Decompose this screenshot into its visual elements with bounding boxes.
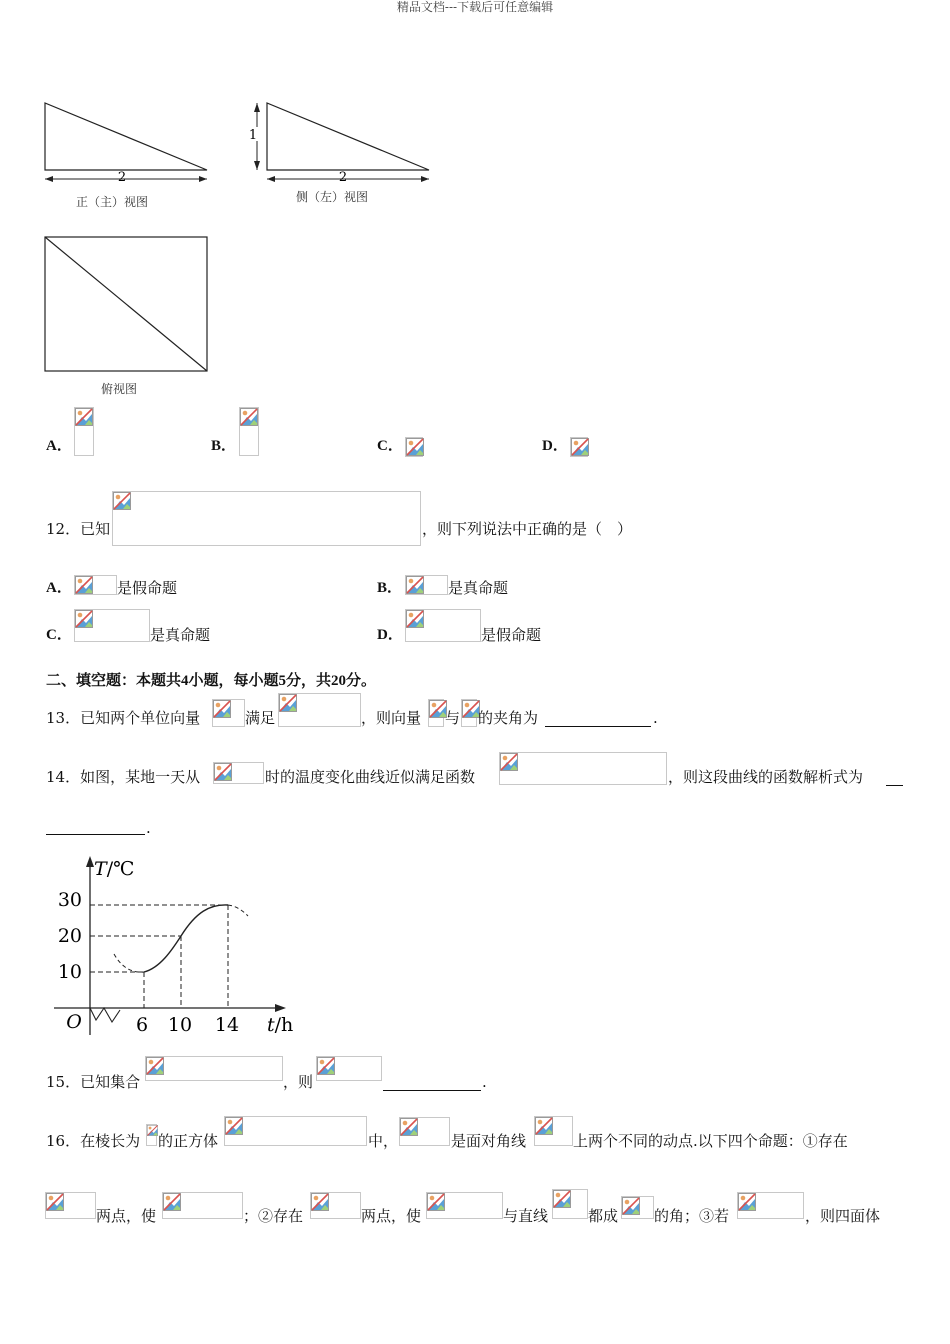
broken-image-icon (406, 576, 424, 594)
q15-text-1: 15．已知集合 (46, 1073, 141, 1091)
broken-image-icon (427, 1193, 445, 1211)
q14-end: . (146, 819, 151, 837)
broken-image-icon (406, 610, 424, 628)
q16-line2-text-5: 都成 (588, 1207, 619, 1225)
q16-line2-text-3: 两点，使 (361, 1207, 422, 1225)
q14-answer-blank-1[interactable] (886, 768, 903, 786)
q11-option-a-image (74, 407, 94, 456)
q12-question-tail: ，则下列说法中正确的是（ ） (422, 520, 633, 538)
graph-curve-extension-right (228, 905, 248, 916)
q12-option-c-text: 是真命题 (150, 626, 211, 644)
q11-option-d-label: D． (542, 438, 568, 454)
section-2-title: 二、填空题：本题共4小题，每小题5分，共20分。 (46, 673, 377, 689)
q12-option-b-text: 是真命题 (448, 579, 509, 597)
q16-text-4: 是面对角线 (451, 1132, 527, 1150)
q16-line2-points-image-2 (310, 1192, 361, 1219)
graph-y-label: T/℃ (94, 858, 135, 880)
side-view-dim-label: 2 (338, 170, 348, 185)
q14-text-3: ，则这段曲线的函数解析式为 (668, 768, 864, 786)
graph-y-tick-20: 20 (57, 925, 82, 947)
page-header: 精品文档---下载后可任意编辑 (396, 0, 554, 14)
top-view-caption: 俯视图 (101, 382, 138, 396)
graph-x-tick-14: 14 (214, 1014, 240, 1036)
q13-text-1: 13．已知两个单位向量 (46, 709, 201, 727)
broken-image-icon (75, 408, 93, 426)
q12-option-d-image (405, 609, 481, 642)
broken-image-icon (738, 1193, 756, 1211)
q13-text-3: ，则向量 (361, 709, 422, 727)
broken-image-icon (400, 1118, 418, 1136)
q11-option-a-label: A． (46, 438, 72, 454)
q14-time-range-image (213, 762, 264, 784)
graph-axis-break (90, 1008, 120, 1022)
front-view-caption: 正（主）视图 (76, 195, 149, 209)
q16-line2-text-2: ；②存在 (243, 1207, 304, 1225)
q12-option-d-text: 是假命题 (481, 626, 542, 644)
graph-x-tick-6: 6 (135, 1014, 149, 1036)
q11-option-c-image (405, 437, 423, 457)
q12-formula-image (112, 491, 421, 546)
q12-option-c-image (74, 609, 150, 642)
q13-vectors-image (212, 699, 245, 727)
q13-text-5: 的夹角为 (478, 709, 539, 727)
q16-line2-text-7: ，则四面体 (805, 1207, 881, 1225)
broken-image-icon (46, 1193, 64, 1211)
broken-image-icon (146, 1057, 164, 1075)
broken-image-icon (571, 438, 589, 456)
q16-edge-length-image (146, 1124, 157, 1146)
q14-function-image (499, 752, 667, 785)
temperature-graph (48, 850, 298, 1042)
q12-option-b-label: B． (377, 580, 403, 596)
q16-condition-3-image (737, 1192, 804, 1219)
q16-diagonal-image (534, 1116, 573, 1146)
q13-text-4: 与 (445, 709, 461, 727)
q16-line-image (552, 1189, 588, 1219)
broken-image-icon (535, 1117, 553, 1135)
broken-image-icon (225, 1117, 243, 1135)
broken-image-icon (213, 700, 231, 718)
broken-image-icon (500, 753, 518, 771)
q13-condition-image (278, 693, 361, 727)
q12-option-a-text: 是假命题 (117, 579, 178, 597)
q15-expression-image (316, 1056, 382, 1081)
q12-option-a-label: A． (46, 580, 72, 596)
broken-image-icon (113, 492, 131, 510)
q16-text-5: 上两个不同的动点.以下四个命题：①存在 (573, 1132, 848, 1150)
broken-image-icon (163, 1193, 181, 1211)
top-view-figure (44, 236, 210, 374)
q16-segment-image (426, 1192, 503, 1219)
graph-guides (90, 905, 228, 1008)
broken-image-icon (214, 763, 232, 781)
broken-image-icon (75, 610, 93, 628)
q12-option-d-label: D． (377, 627, 403, 643)
q13-text-2: 满足 (245, 709, 276, 727)
q11-option-d-image (570, 437, 588, 457)
side-view-caption: 侧（左）视图 (296, 190, 369, 204)
q13-vector-2-image (461, 699, 477, 727)
q16-text-2: 的正方体 (158, 1132, 219, 1150)
graph-curve (144, 905, 228, 972)
q16-line2-text-1: 两点，使 (96, 1207, 157, 1225)
broken-image-icon (75, 576, 93, 594)
broken-image-icon (317, 1057, 335, 1075)
q16-line2-points-image (45, 1192, 96, 1219)
q13-vector-1-image (428, 699, 444, 727)
graph-x-label: t/h (267, 1014, 294, 1036)
side-view-height-label: 1 (248, 128, 258, 143)
q14-text-1: 14．如图，某地一天从 (46, 768, 201, 786)
broken-image-icon (279, 694, 297, 712)
graph-y-tick-10: 10 (57, 961, 82, 983)
q16-points-image (399, 1117, 450, 1146)
q12-option-c-label: C． (46, 627, 72, 643)
front-view-dim-label: 2 (117, 170, 127, 185)
q15-text-2: ，则 (283, 1073, 314, 1091)
q16-angle-image (621, 1196, 654, 1219)
q12-option-a-image (74, 575, 117, 595)
broken-image-icon (622, 1197, 640, 1215)
graph-origin-label: O (66, 1011, 82, 1033)
q14-answer-blank-2[interactable] (46, 817, 145, 835)
q16-cube-image (224, 1116, 367, 1146)
q15-set-image (145, 1056, 283, 1081)
q12-number: 12．已知 (46, 520, 111, 538)
q13-answer-blank[interactable] (545, 709, 651, 727)
graph-x-tick-10: 10 (167, 1014, 193, 1036)
q11-option-c-label: C． (377, 438, 403, 454)
q11-option-b-label: B． (211, 438, 237, 454)
q16-line2-text-4: 与直线 (503, 1207, 549, 1225)
q12-option-b-image (405, 575, 448, 595)
side-view-figure (240, 95, 435, 185)
broken-image-icon (147, 1125, 158, 1136)
front-view-triangle (45, 103, 207, 170)
broken-image-icon (240, 408, 258, 426)
q11-option-b-image (239, 407, 259, 456)
graph-curve-extension-left (114, 954, 144, 972)
q16-line2-text-6: 的角；③若 (654, 1207, 730, 1225)
q15-end: . (482, 1073, 487, 1091)
broken-image-icon (553, 1190, 571, 1208)
q14-text-2: 时的温度变化曲线近似满足函数 (265, 768, 476, 786)
broken-image-icon (406, 438, 424, 456)
graph-y-tick-30: 30 (57, 889, 82, 911)
q15-answer-blank[interactable] (383, 1073, 481, 1091)
q16-text-3: 中， (368, 1132, 399, 1150)
q13-end: . (653, 709, 658, 727)
side-view-triangle (267, 103, 429, 170)
q16-condition-1-image (162, 1192, 243, 1219)
q16-text-1: 16．在棱长为 (46, 1132, 141, 1150)
broken-image-icon (311, 1193, 329, 1211)
front-view-figure (40, 95, 215, 185)
